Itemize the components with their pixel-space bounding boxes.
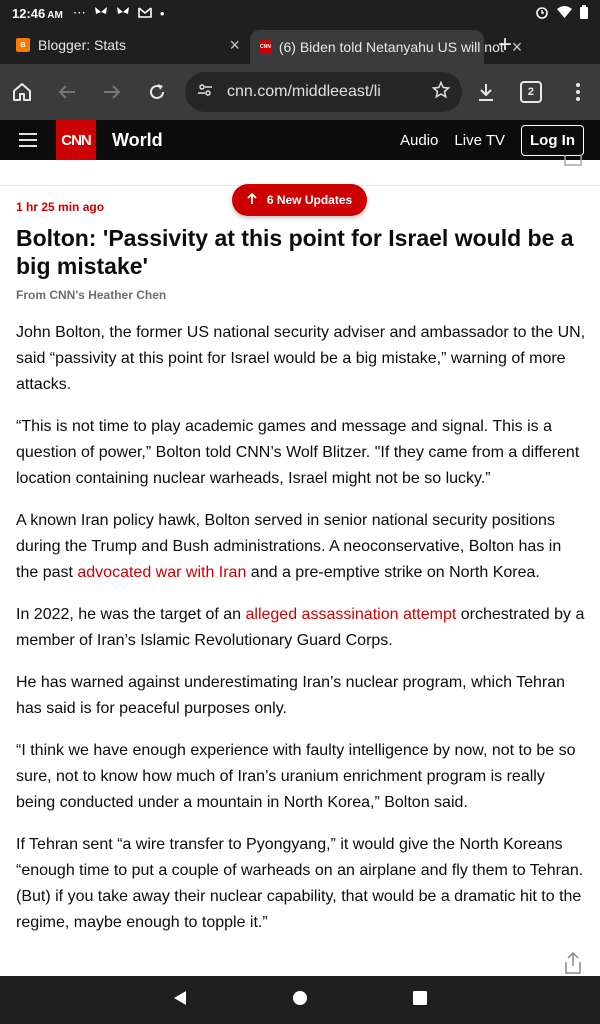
site-header [0,120,600,160]
bookmark-star-icon[interactable] [432,81,450,104]
back-arrow-icon[interactable] [55,78,80,106]
battery-icon [580,5,588,22]
paragraph: A known Iran policy hawk, Bolton served in senior national security positions during the Trump and Bush administrations. A neoconservative, Bolton has in the past advocated war with Iran and a pre-emptive strike on North Korea. [16,512,562,581]
cnn-favicon-icon: CNN [260,40,271,54]
download-icon[interactable] [474,78,499,106]
status-bar [0,0,600,26]
tab-title: Blogger: Stats [38,37,126,53]
notification-dots-icon: ⋯ [72,5,86,20]
forward-arrow-icon[interactable] [100,78,125,106]
post-timestamp: 1 hr 25 min ago [16,200,105,214]
system-navigation-bar [0,976,600,1024]
live-update-post [16,200,586,952]
assassination-attempt-link[interactable]: alleged assassination attempt [245,606,457,623]
gmail-icon [138,6,152,21]
browser-toolbar [0,64,600,120]
section-title[interactable]: World [112,129,163,150]
article-content [0,160,600,976]
menu-icon[interactable] [0,132,56,148]
address-bar[interactable] [185,72,462,112]
butterfly-icon [94,6,108,21]
arrow-up-icon [247,193,257,208]
live-tv-link[interactable]: Live TV [454,131,505,149]
url-text: cnn.com/middleeast/li [227,83,381,100]
post-headline: Bolton: 'Passivity at this point for Israel would be a big mistake' [16,225,574,279]
alarm-icon [535,5,549,22]
tab-blogger-stats[interactable] [6,28,250,62]
reload-icon[interactable] [144,78,169,106]
advocated-war-link[interactable]: advocated war with Iran [77,564,247,581]
share-icon[interactable] [564,154,582,172]
tab-count: 2 [520,81,542,103]
home-icon[interactable] [10,78,35,106]
byline: From CNN's Heather Chen [16,288,167,302]
tab-title: (6) Biden told Netanyahu US will not [278,39,504,55]
home-circle-icon[interactable] [292,990,308,1011]
login-button[interactable]: Log In [521,125,584,156]
clock: 12:46 AM [12,5,63,21]
recents-square-icon[interactable] [412,990,428,1011]
share-icon[interactable] [564,952,582,979]
butterfly-icon [116,6,130,21]
cnn-logo[interactable]: CNN [56,120,96,160]
more-menu-icon[interactable] [565,78,590,106]
tab-strip [0,26,600,64]
paragraph: “This is not time to play academic games and message and signal. This is a question of power,” Bolton told CNN’s Wolf Blitzer. "If they came from a different location containing nuclear warheads, Israel might not be so lucky.” [16,418,580,487]
paragraph: In 2022, he was the target of an alleged assassination attempt orchestrated by a member of Iran’s Islamic Revolutionary Guard Corps. [16,606,585,649]
paragraph: If Tehran sent “a wire transfer to Pyongyang,” it would give the North Koreans “enough time to put a couple of warheads on an airplane and fly them to Tehran. (But) if you take away their nuclear capability, that would be a dramatic hit to the regime, maybe enough to topple it.” [16,836,584,931]
close-tab-icon[interactable]: × [229,34,240,55]
wifi-icon [557,6,572,21]
blogger-favicon-icon: B [16,38,30,52]
paragraph: “I think we have enough experience with faulty intelligence by now, not to be so sure, not to know how much of Iran’s uranium enrichment program is really being conducted under a mountain in North Korea,” Bolton said. [16,742,576,811]
paragraph: He has warned against underestimating Iran’s nuclear program, which Tehran has said is for peaceful purposes only. [16,674,566,717]
new-updates-button[interactable] [232,184,367,216]
tab-cnn-article[interactable] [250,30,523,64]
paragraph: John Bolton, the former US national security adviser and ambassador to the UN, said “passivity at this point for Israel would be a big mistake,” warning of more attacks. [16,324,586,393]
back-triangle-icon[interactable] [172,990,188,1011]
audio-link[interactable]: Audio [400,131,439,149]
site-settings-icon[interactable] [197,82,213,103]
close-tab-icon[interactable]: × [511,36,523,57]
dot-icon: • [159,5,165,21]
tab-switcher-button[interactable] [519,78,544,106]
new-tab-icon[interactable]: + [498,31,513,58]
updates-label: 6 New Updates [266,193,353,207]
